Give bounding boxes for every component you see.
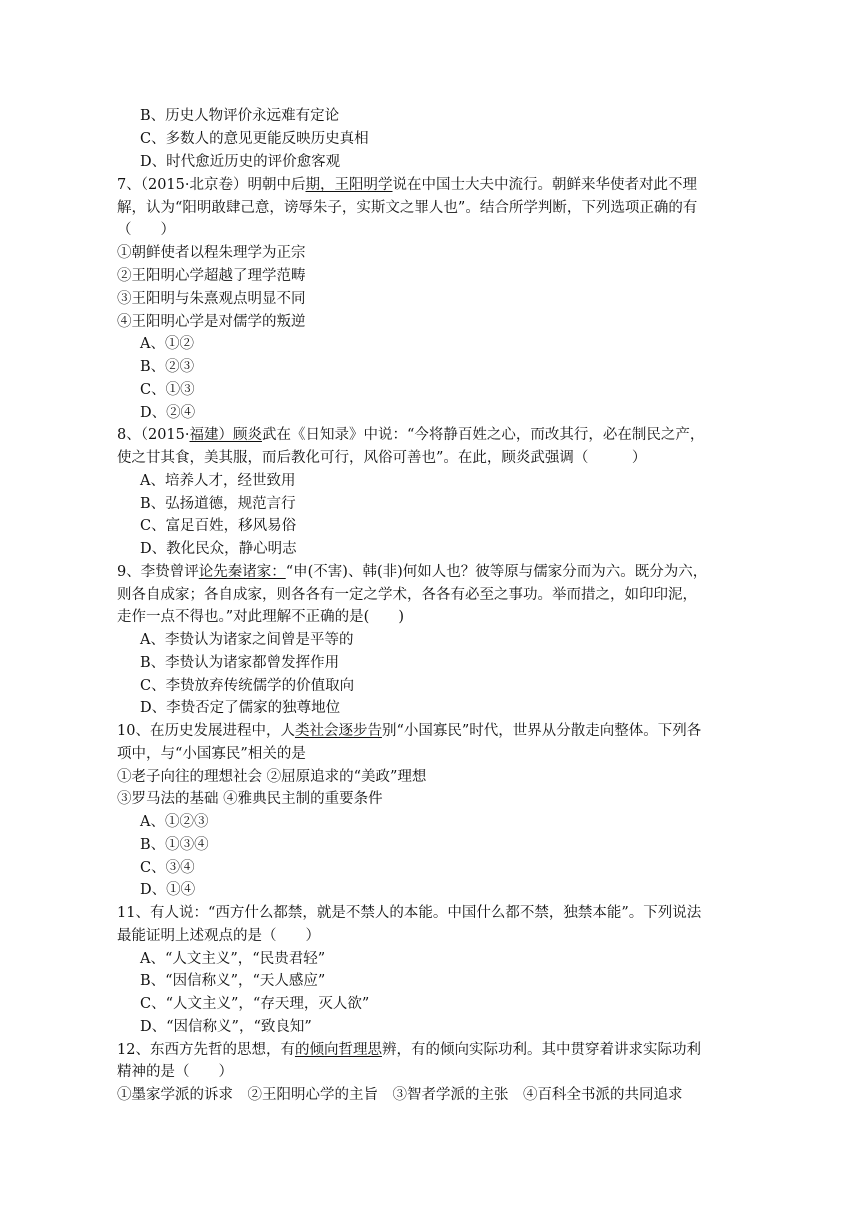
q7-option-c: C、①③ (140, 382, 195, 398)
q11-option-d: D、“因信称义”，“致良知” (140, 1019, 312, 1035)
q7-stem-line-1: 7、（2015·北京卷）明朝中后期，王阳明学说在中国士大夫中流行。朝鲜来华使者对此不理 (117, 177, 697, 193)
q9-option-b: B、李贽认为诸家都曾发挥作用 (140, 655, 340, 671)
q8-stem-line-2: 使之甘其食，美其服，而后教化可行，风俗可善也”。在此，顾炎武强调（ ） (117, 450, 647, 466)
q8-option-a: A、培养人才，经世致用 (140, 473, 296, 489)
q7-option-d: D、②④ (140, 405, 196, 421)
q11-option-a: A、“人文主义”，“民贵君轻” (140, 951, 326, 967)
q10-option-d: D、①④ (140, 882, 196, 898)
q6-option-b: B、历史人物评价永远难有定论 (140, 108, 340, 124)
q7-stem-line-3: （ ） (117, 222, 175, 238)
q9-option-c: C、李贽放弃传统儒学的价值取向 (140, 678, 355, 694)
q10-option-b: B、①③④ (140, 837, 209, 853)
q11-stem-line-1: 11、有人说：“西方什么都禁，就是不禁人的本能。中国什么都不禁，独禁本能”。下列说法 (117, 905, 702, 921)
q10-stem-line-1: 10、在历史发展进程中，人类社会逐步告别“小国寡民”时代，世界从分散走向整体。下列各 (117, 723, 702, 739)
q6-option-c: C、多数人的意见更能反映历史真相 (140, 131, 369, 147)
q10-option-c: C、③④ (140, 860, 195, 876)
q12-underlined-text: 的倾向哲理思 (294, 1042, 382, 1058)
q7-stem-line-2: 解，认为“阳明敢肆己意，谤辱朱子，实斯文之罪人也”。结合所学判断，下列选项正确的有 (117, 200, 698, 216)
q10-underlined-text: 类社会逐步告 (294, 723, 382, 739)
q12-statements: ①墨家学派的诉求 ②王阳明心学的主旨 ③智者学派的主张 ④百科全书派的共同追求 (117, 1087, 683, 1103)
q9-stem-line-3: 走作一点不得也。”对此理解不正确的是( ) (117, 609, 404, 625)
q6-option-d: D、时代愈近历史的评价愈客观 (140, 154, 341, 170)
q12-stem-line-1: 12、东西方先哲的思想，有的倾向哲理思辨，有的倾向实际功利。其中贯穿着讲求实际功利 (117, 1042, 701, 1058)
q11-option-b: B、“因信称义”，“天人感应” (140, 973, 326, 989)
q8-underlined-text: 福建）顾炎 (189, 427, 262, 443)
q7-statement-2: ②王阳明心学超越了理学范畴 (117, 268, 306, 284)
q7-underlined-text: 期，王阳明学 (305, 177, 393, 193)
q7-statement-3: ③王阳明与朱熹观点明显不同 (117, 291, 306, 307)
q9-stem-line-2: 则各自成家；各自成家，则各各有一定之学术，各各有必至之事功。举而措之，如印印泥， (117, 587, 697, 603)
q8-option-d: D、教化民众，静心明志 (140, 541, 297, 557)
q10-statement-3-4: ③罗马法的基础 ④雅典民主制的重要条件 (117, 791, 383, 807)
q10-stem-line-2: 项中，与“小国寡民”相关的是 (117, 746, 306, 762)
q10-option-a: A、①②③ (140, 814, 209, 830)
q7-option-a: A、①② (140, 336, 194, 352)
q7-statement-1: ①朝鲜使者以程朱理学为正宗 (117, 245, 306, 261)
q9-underlined-text: 论先秦诸家： (198, 564, 286, 580)
q11-stem-line-2: 最能证明上述观点的是（ ） (117, 928, 320, 944)
q12-stem-line-2: 精神的是（ ） (117, 1064, 233, 1080)
q7-statement-4: ④王阳明心学是对儒学的叛逆 (117, 314, 306, 330)
q9-stem-line-1: 9、李贽曾评论先秦诸家：“申(不害)、韩(非)何如人也？彼等原与儒家分而为六。既分为六， (117, 564, 708, 580)
q9-option-a: A、李贽认为诸家之间曾是平等的 (140, 632, 354, 648)
q8-option-c: C、富足百姓，移风易俗 (140, 518, 297, 534)
q11-option-c: C、“人文主义”，“存天理，灭人欲” (140, 996, 370, 1012)
q8-option-b: B、弘扬道德，规范言行 (140, 496, 296, 512)
q8-stem-line-1: 8、（2015·福建）顾炎武在《日知录》中说：“今将静百姓之心，而改其行，必在制民之产， (117, 427, 705, 443)
q7-option-b: B、②③ (140, 359, 195, 375)
q10-statement-1-2: ①老子向往的理想社会 ②屈原追求的“美政”理想 (117, 769, 427, 785)
q9-option-d: D、李贽否定了儒家的独尊地位 (140, 700, 341, 716)
